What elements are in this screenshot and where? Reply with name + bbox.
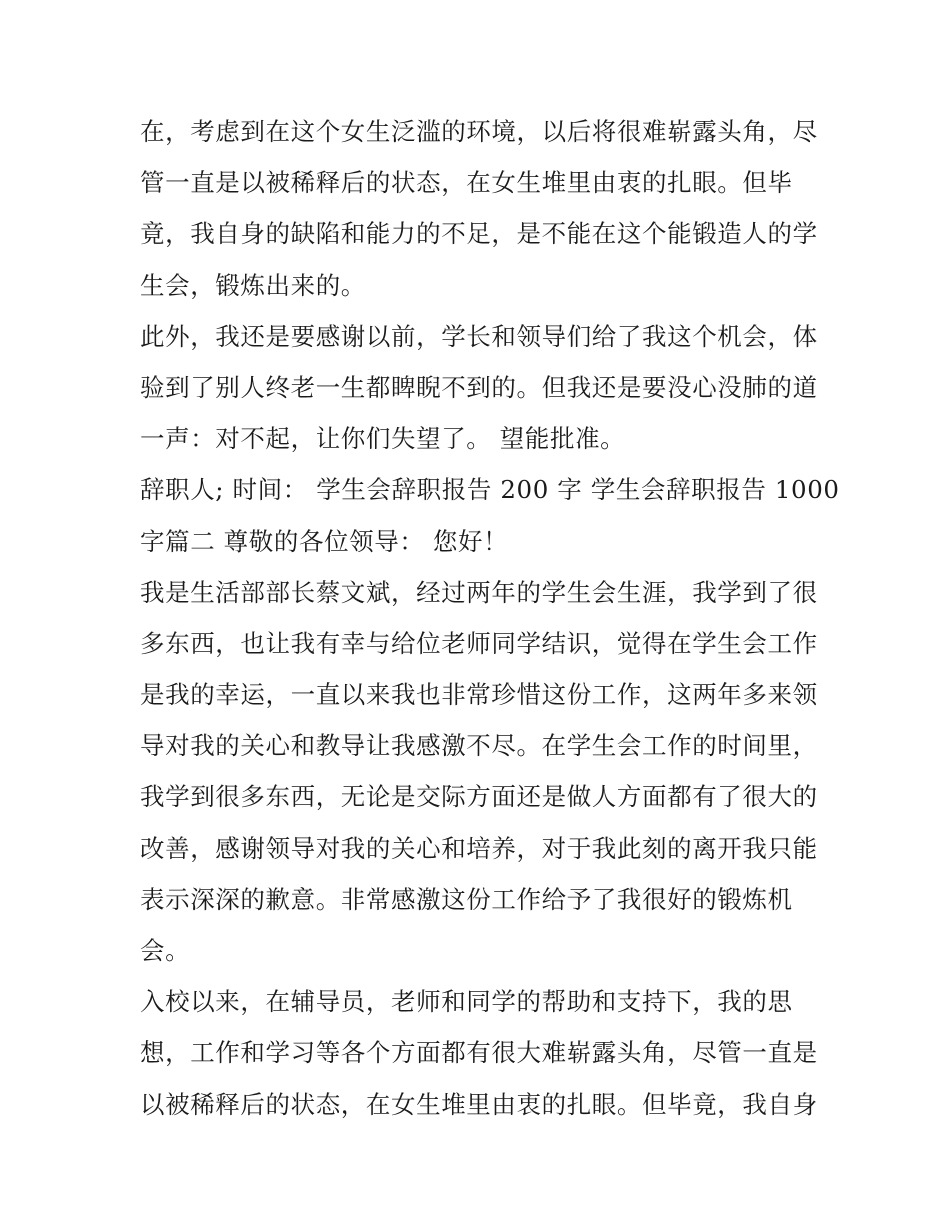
text-line: 入校以来，在辅导员，老师和同学的帮助和支持下，我的思: [140, 987, 793, 1017]
text-line: 多东西，也让我有幸与给位老师同学结识，觉得在学生会工作: [140, 628, 818, 658]
text-line: 表示深深的歉意。非常感激这份工作给予了我很好的锻炼机: [140, 884, 793, 914]
text-line: 一声：对不起，让你们失望了。 望能批准。: [140, 424, 626, 454]
text-line: 以被稀释后的状态，在女生堆里由衷的扎眼。但毕竟，我自身: [140, 1089, 818, 1119]
text-line: 竟，我自身的缺陷和能力的不足，是不能在这个能锻造人的学: [140, 219, 818, 249]
text-line: 我学到很多东西，无论是交际方面还是做人方面都有了很大的: [140, 782, 818, 812]
text-line: 会。: [140, 936, 191, 965]
text-line: 字篇二 尊敬的各位领导： 您好！: [140, 526, 509, 556]
text-line: 我是生活部部长蔡文斌，经过两年的学生会生涯，我学到了很: [140, 577, 818, 607]
text-line: 生会，锻炼出来的。: [140, 270, 366, 300]
text-line: 此外，我还是要感谢以前，学长和领导们给了我这个机会，体: [140, 321, 818, 351]
text-line: 改善，感谢领导对我的关心和培养，对于我此刻的离开我只能: [140, 833, 818, 863]
text-line: 导对我的关心和教导让我感激不尽。在学生会工作的时间里，: [140, 731, 818, 761]
text-line: 是我的幸运，一直以来我也非常珍惜这份工作，这两年多来领: [140, 680, 818, 710]
text-line: 辞职人; 时间： 学生会辞职报告 200 字 学生会辞职报告 1000: [140, 475, 840, 505]
text-line: 验到了别人终老一生都睥睨不到的。但我还是要没心没肺的道: [140, 372, 818, 402]
text-line: 想，工作和学习等各个方面都有很大难崭露头角，尽管一直是: [140, 1038, 818, 1068]
text-line: 在，考虑到在这个女生泛滥的环境，以后将很难崭露头角，尽: [140, 117, 818, 146]
text-line: 管一直是以被稀释后的状态，在女生堆里由衷的扎眼。但毕: [140, 168, 793, 198]
document-body: [140, 106, 840, 1130]
